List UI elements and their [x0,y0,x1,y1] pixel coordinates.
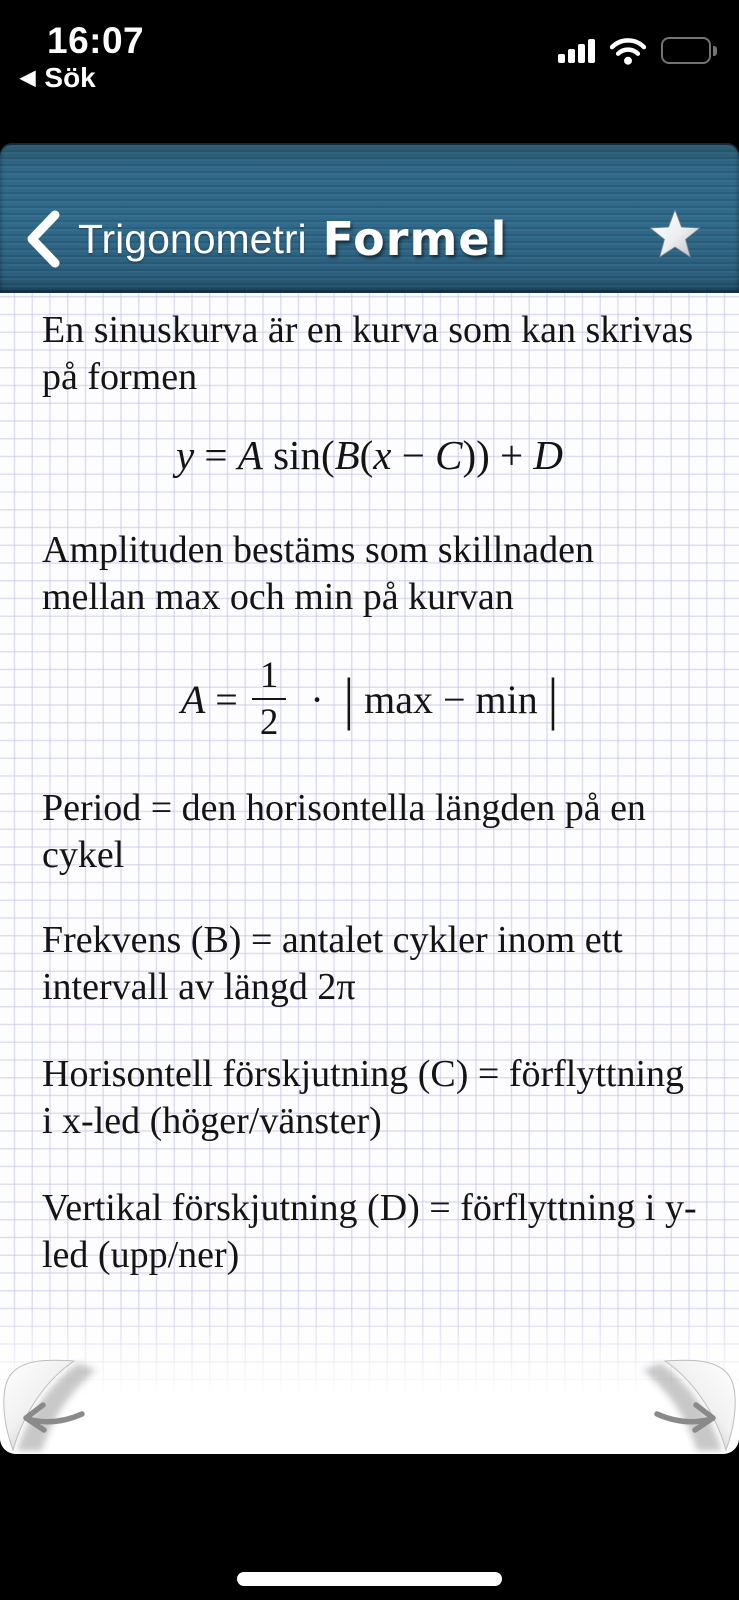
paragraph-frequency: Frekvens (B) = antalet cykler inom ett intervall av längd 2π [42,919,623,1008]
paragraph-period: Period = den horisontella längden på en cykel [42,787,646,876]
next-page-curl-button[interactable] [623,1358,739,1456]
favorite-star-icon[interactable] [647,206,703,264]
formula-page [0,293,739,1454]
paragraph-amplitude: Amplituden bestäms som skillnaden mellan max och min på kurvan [42,529,595,618]
formula-sine-general: y = A sin( B ( x − C )) + D [175,432,564,478]
chevron-left-icon [24,210,60,268]
paragraph-vertical-shift: Vertikal förskjutning (D) = förflyttning i y-led (upp/ner) [42,1187,697,1276]
status-bar [0,0,739,143]
status-icons [558,36,717,65]
back-triangle-icon: ◀ [20,67,36,89]
nav-header [0,143,739,293]
battery-icon [661,37,717,64]
paragraph-horizontal-shift: Horisontell förskjutning (C) = förflyttning i x-led (höger/vänster) [42,1053,685,1142]
formula-amplitude: A = $\frac{1}{2}$ · | max − min | [180,655,559,743]
clock-time: 16:07 [47,20,145,61]
back-button[interactable] [24,210,307,268]
home-indicator[interactable] [237,1572,502,1586]
wifi-icon [608,36,648,65]
prev-page-curl-button[interactable] [0,1358,116,1456]
back-to-app-button[interactable] [20,62,96,94]
cellular-signal-icon [558,39,595,63]
back-label: Trigonometri [78,215,307,262]
fraction-one-half: $\frac{1}{2}$ [252,655,287,745]
paragraph-sine-intro: En sinuskurva är en kurva som kan skrivas på formen [42,309,694,398]
back-to-app-label: Sök [44,62,96,93]
page-title: Formel [322,212,508,266]
